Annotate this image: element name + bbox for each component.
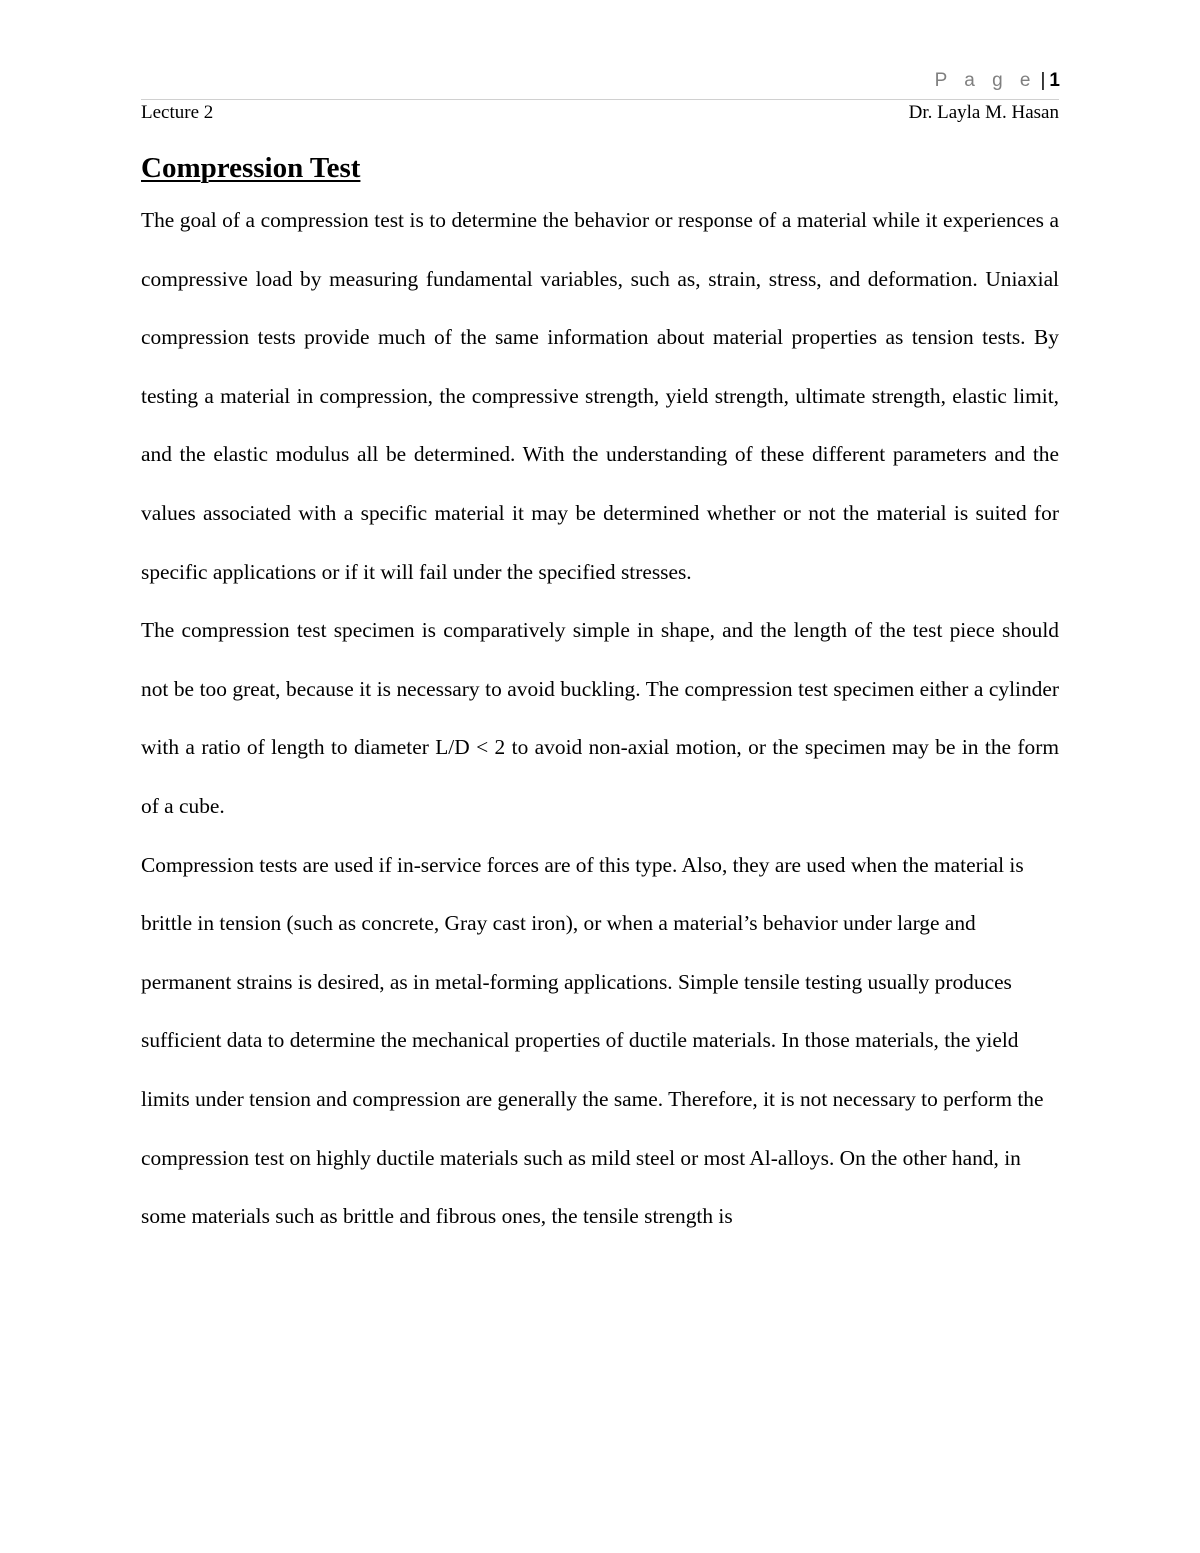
header-lecture-label: Lecture 2 [141,102,214,123]
header-author: Dr. Layla M. Hasan [908,102,1059,123]
header-divider [141,99,1059,100]
page-separator: | [1040,70,1046,91]
page-number-value: 1 [1049,70,1060,91]
page-label: P a g e [934,70,1037,91]
document-body [141,191,1059,1246]
paragraph-usage: Compression tests are used if in-service forces are of this type. Also, they are used when the material is brittle in tension (such as concrete, Gray cast iron), or when a material’s behavior under large and permanent strains is desired, as in metal-forming applications. Simple tensile testing usually produces sufficient data to determine the mechanical properties of ductile materials. In those materials, the yield limits under tension and compression are generally the same. Therefore, it is not necessary to perform the compression test on highly ductile materials such as mild steel or most Al-alloys. On the other hand, in some materials such as brittle and fibrous ones, the tensile strength is [141,852,1044,1229]
paragraph-goal: The goal of a compression test is to determine the behavior or response of a material while it experiences a compressive load by measuring fundamental variables, such as, strain, stress, and deformation. Uniaxial compression tests provide much of the same information about material properties as tension tests. By testing a material in compression, the compressive strength, yield strength, ultimate strength, elastic limit, and the elastic modulus all be determined. With the understanding of these different parameters and the values associated with a specific material it may be determined whether or not the material is suited for specific applications or if it will fail under the specified stresses. [141,208,1059,584]
paragraph-specimen: The compression test specimen is comparatively simple in shape, and the length of the test piece should not be too great, because it is necessary to avoid buckling. The compression test specimen either a cylinder with a ratio of length to diameter L/D < 2 to avoid non-axial motion, or the specimen may be in the form of a cube. [141,618,1059,818]
page-number [935,70,1060,92]
document-title: Compression Test [141,152,361,184]
